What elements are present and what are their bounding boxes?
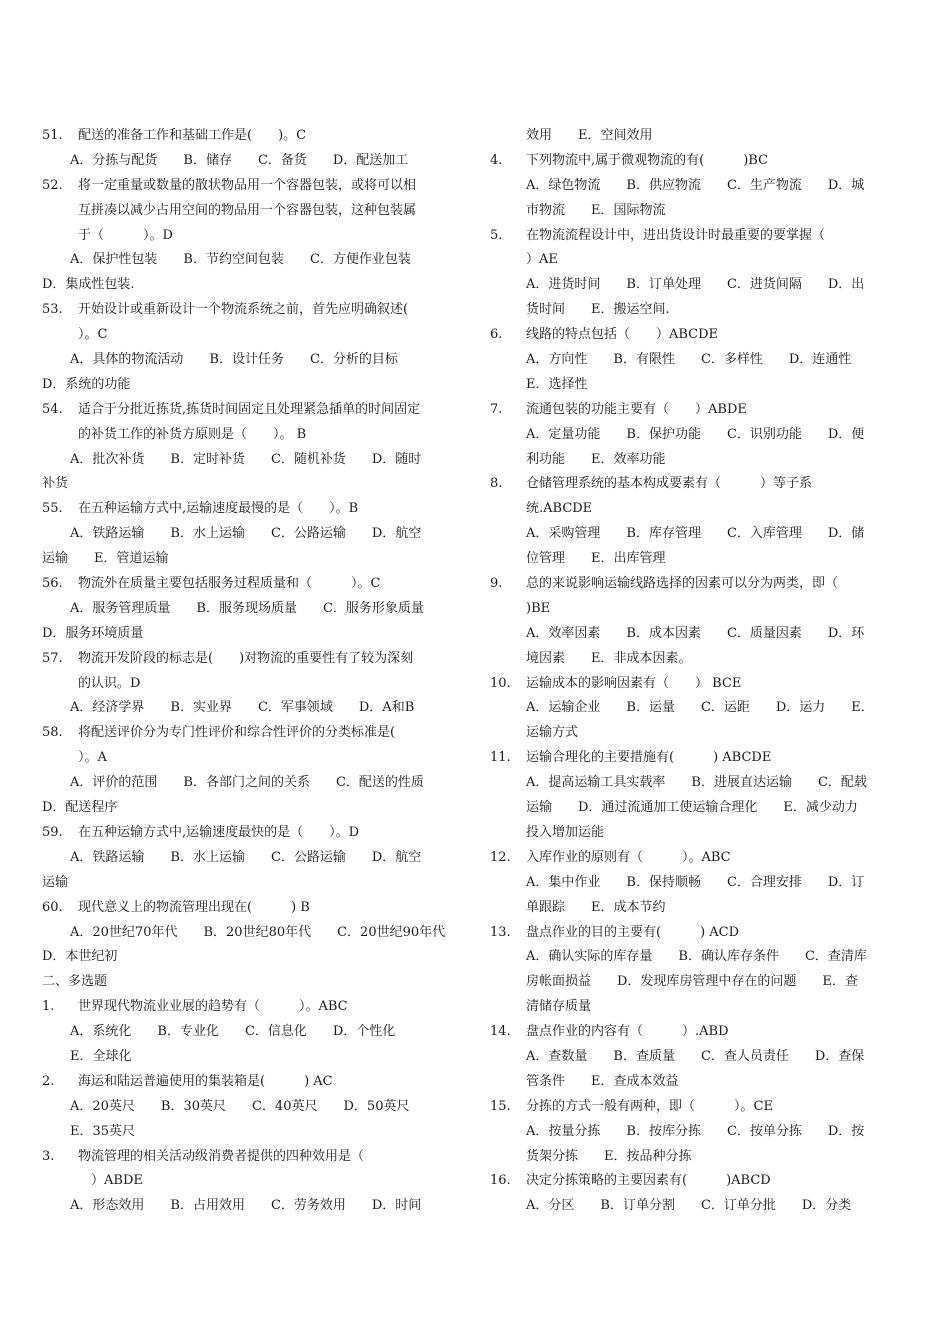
question-text: 物流外在质量主要包括服务过程质量和（ ）。C [78,576,381,592]
question-number: 10. [490,675,511,691]
continuation-line: D．系统的功能 [42,376,131,392]
question-number: 13. [490,924,511,940]
question-text: 入库作业的原则有（ ）。ABC [526,849,731,865]
question-number: 54. [42,401,63,417]
continuation-line: A．定量功能 B．保护功能 C．识别功能 D．便 [526,426,865,442]
question-number: 60. [42,899,63,915]
question-line [490,846,910,871]
continuation-line: 利功能 E．效率功能 [526,451,666,467]
options-line: A．服务管理质量 B．服务现场质量 C．服务形象质量 [70,600,424,616]
question-line [490,1095,910,1120]
question-text: 分拣的方式一般有两种，即（ ）。CE [526,1098,773,1114]
question-line [42,174,468,199]
question-text: 决定分拣策略的主要因素有( )ABCD [526,1173,771,1189]
question-text: 物流开发阶段的标志是( )对物流的重要性有了较为深刻 [78,650,414,666]
continuation-line: 效用 E．空间效用 [526,128,653,143]
question-text: 运输成本的影响因素有（ ） BCE [526,675,742,691]
continuation-line: 投入增加运能 [526,824,605,840]
question-text: 盘点作业的内容有（ ）.ABD [526,1024,729,1040]
options-line: E．全球化 [70,1048,132,1064]
question-number: 1. [42,999,55,1015]
options-line: A．分拣与配货 B．储存 C．备货 D．配送加工 [70,152,409,168]
continuation-line: A．分区 B．订单分割 C．订单分批 D．分类 [526,1198,852,1214]
options-line: A．20世纪70年代 B．20世纪80年代 C．20世纪90年代 [70,924,446,940]
continuation-line: 的认识。D [78,675,141,691]
question-text: 下列物流中,属于微观物流的有( )BC [526,152,769,168]
question-line [42,398,468,423]
question-text: 运输合理化的主要措施有( ) ABCDE [526,750,772,766]
continuation-line: 运输 D．通过流通加工使运输合理化 E．减少动力 [526,800,858,816]
continuation-line: A．运输企业 B．运量 C．运距 D．运力 E． [526,700,874,716]
continuation-line: ）。A [78,750,107,766]
question-text: 世界现代物流业业展的趋势有（ ）。ABC [78,999,348,1015]
continuation-line: D．本世纪初 [42,949,118,965]
question-number: 58. [42,725,63,741]
question-text: 流通包装的功能主要有（ ）ABDE [526,401,747,417]
question-line [490,1020,910,1045]
options-line: A．铁路运输 B．水上运输 C．公路运输 D．航空 [70,849,422,865]
question-text: 海运和陆运普遍使用的集装箱是( ) AC [78,1073,333,1089]
continuation-line: 位管理 E．出库管理 [526,551,666,567]
question-line [42,298,468,323]
continuation-line: 运输方式 [526,725,579,741]
question-text: 配送的准备工作和基础工作是( )。C [78,128,307,143]
continuation-line: A．确认实际的库存量 B．确认库存条件 C．查清库 [526,949,867,965]
continuation-line: 清储存质量 [526,999,592,1015]
options-line: A．铁路运输 B．水上运输 C．公路运输 D．航空 [70,526,422,542]
question-number: 4. [490,152,503,168]
question-number: 9. [490,576,503,592]
question-number: 57. [42,650,63,666]
continuation-line: )BE [526,600,551,616]
continuation-line: A．采购管理 B．库存管理 C．入库管理 D．储 [526,526,865,542]
question-number: 55. [42,501,63,517]
continuation-line: 补货 [42,476,69,492]
question-number: 14. [490,1024,511,1040]
continuation-line: A．按量分拣 B．按库分拣 C．按单分拣 D．按 [526,1123,865,1139]
options-line: A．形态效用 B．占用效用 C．劳务效用 D．时间 [70,1198,422,1214]
options-line: A．批次补货 B．定时补货 C．随机补货 D．随时 [70,451,422,467]
question-text: 开始设计或重新设计一个物流系统之前，首先应明确叙述( [78,302,409,318]
options-line: A．具体的物流活动 B．设计任务 C．分析的目标 [70,352,398,368]
question-line [42,721,468,746]
question-line [490,149,910,174]
continuation-line: 市物流 E．国际物流 [526,202,666,218]
question-number: 15. [490,1098,511,1114]
options-line: A．经济学界 B．实业界 C．军事领域 D．A和B [70,700,415,716]
question-line [490,921,910,946]
continuation-line: 互拼凑以减少占用空间的物品用一个容器包装，这种包装属 [78,202,417,218]
continuation-line: E．选择性 [526,376,588,392]
question-number: 7. [490,401,503,417]
options-line: A．20英尺 B．30英尺 C．40英尺 D．50英尺 [70,1098,410,1114]
continuation-line: 于（ ）。D [78,227,173,243]
continuation-line: 单跟踪 E．成本节约 [526,899,666,915]
question-text: 在五种运输方式中,运输速度最慢的是（ ）。B [78,501,359,517]
question-number: 11. [490,750,511,766]
continuation-line: D．配送程序 [42,800,118,816]
question-line [42,647,468,672]
question-line [490,323,910,348]
question-number: 56. [42,576,63,592]
question-line [490,672,910,697]
continuation-line: 境因素 E．非成本因素。 [526,650,692,666]
continuation-line: 运输 E．管道运输 [42,551,169,567]
continuation-line: D．服务环境质量 [42,625,144,641]
continuation-line: A．进货时间 B．订单处理 C．进货间隔 D．出 [526,277,865,293]
options-line: E．35英尺 [70,1123,136,1139]
question-line [42,572,468,597]
question-number: 51. [42,128,63,143]
question-line [490,398,910,423]
question-number: 16. [490,1173,511,1189]
continuation-line: A．绿色物流 B．供应物流 C．生产物流 D．城 [526,177,865,193]
question-number: 5. [490,227,503,243]
question-text: 在物流流程设计中，进出货设计时最重要的要掌握（ [526,227,826,243]
question-number: 2. [42,1073,55,1089]
continuation-line: D．集成性包装. [42,277,135,293]
question-line [42,1070,468,1095]
question-text: 将一定重量或数量的散状物品用一个容器包装，或将可以相 [78,177,417,193]
question-line [42,995,468,1020]
continuation-line: A．查数量 B．查质量 C．查人员责任 D．查保 [526,1048,865,1064]
continuation-line: ）。C [78,327,108,343]
question-number: 8. [490,476,503,492]
question-text: 线路的特点包括（ ）ABCDE [526,327,719,343]
continuation-line: ）AE [526,252,558,268]
question-line [42,497,468,522]
continuation-line: ）ABDE [78,1173,143,1189]
options-line: A．系统化 B．专业化 C．信息化 D．个性化 [70,1024,396,1040]
continuation-line: 管条件 E．查成本效益 [526,1073,679,1089]
question-line [490,1169,910,1194]
question-line [42,1145,468,1170]
continuation-line: 二、多选题 [42,974,108,990]
question-text: 在五种运输方式中,运输速度最快的是（ ）。D [78,824,360,840]
question-line [490,472,910,497]
question-text: 总的来说影响运输线路选择的因素可以分为两类，即（ [526,576,839,592]
question-text: 适合于分批近拣货,拣货时间固定且处理紧急插单的时间固定 [78,401,421,417]
question-number: 6. [490,327,503,343]
continuation-line: 房帐面损益 D．发现库房管理中存在的问题 E．查 [526,974,858,990]
continuation-line: 货架分拣 E．按品种分拣 [526,1148,692,1164]
question-line [490,746,910,771]
question-text: 现代意义上的物流管理出现在( ) B [78,899,310,915]
continuation-line: 运输 [42,874,69,890]
question-number: 59. [42,824,63,840]
question-number: 52. [42,177,63,193]
question-line [42,896,468,921]
continuation-line: 统.ABCDE [526,501,593,517]
continuation-line: A．提高运输工具实载率 B．进展直达运输 C．配载 [526,775,867,791]
question-text: 仓储管理系统的基本构成要素有（ ）等子系 [526,476,813,492]
continuation-line: 货时间 E．搬运空间. [526,302,670,318]
right-column [490,124,910,1219]
options-line: A．保护性包装 B．节约空间包装 C．方便作业包装 [70,252,411,268]
question-line [42,821,468,846]
continuation-line: A．集中作业 B．保持顺畅 C．合理安排 D．订 [526,874,865,890]
question-number: 12. [490,849,511,865]
question-text: 将配送评价分为专门性评价和综合性评价的分类标准是( [78,725,396,741]
question-text: 物流管理的相关活动级消费者提供的四种效用是（ [78,1148,365,1164]
question-number: 53. [42,302,63,318]
continuation-line: 的补货工作的补货方原则是（ ）。 B [78,426,307,442]
question-text: 盘点作业的目的主要有( ) ACD [526,924,740,940]
continuation-line: A．效率因素 B．成本因素 C．质量因素 D．环 [526,625,865,641]
continuation-line: A．方向性 B．有限性 C．多样性 D．连通性 [526,352,852,368]
left-column [42,124,468,1219]
question-line [490,572,910,597]
question-number: 3. [42,1148,55,1164]
question-line [42,124,468,149]
question-line [490,224,910,249]
options-line: A．评价的范围 B．各部门之间的关系 C．配送的性质 [70,775,424,791]
